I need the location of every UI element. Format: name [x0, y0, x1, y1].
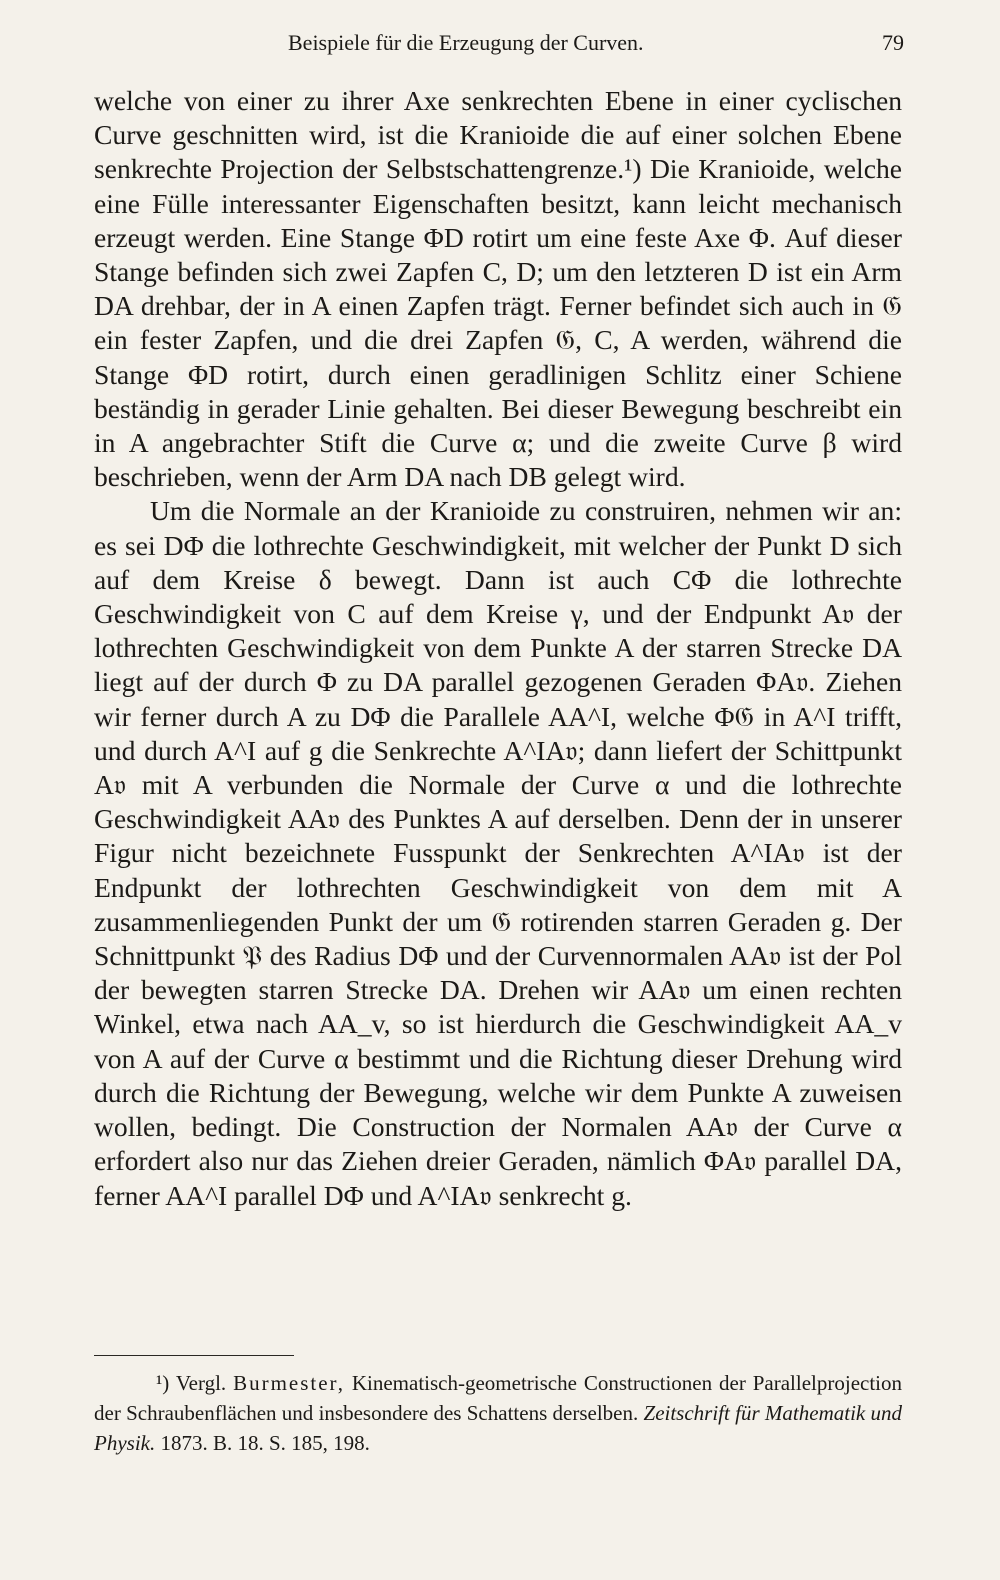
- paragraph-1: welche von einer zu ihrer Axe senkrechten Ebene in einer cyclischen Curve geschnitten wird, ist die Kranioide die auf einer solchen Ebene senkrechte Projection der Selbstschattengrenze.¹) Die Kranioide, welche eine Fülle interessanter Eigenschaften besitzt, kann leicht mechanisch erzeugt werden. Eine Stange ΦD rotirt um eine feste Axe Φ. Auf dieser Stange befinden sich zwei Zapfen C, D; um den letzteren D ist ein Arm DA drehbar, der in A einen Zapfen trägt. Ferner befindet sich auch in 𝔊 ein fester Zapfen, und die drei Zapfen 𝔊, C, A werden, während die Stange ΦD rotirt, durch einen geradlinigen Schlitz einer Schiene beständig in gerader Linie gehalten. Bei dieser Bewegung beschreibt ein in A angebrachter Stift die Curve α; und die zweite Curve β wird beschrieben, wenn der Arm DA nach DB gelegt wird.: [94, 85, 902, 493]
- footnote: [94, 1368, 902, 1458]
- footnote-prefix: Vergl.: [175, 1371, 227, 1395]
- running-title: Beispiele für die Erzeugung der Curven.: [288, 30, 644, 55]
- footnote-title: Kinematisch-geometrische Constructionen der Parallelprojection der Schraubenflächen und insbesondere des Schattens derselben.: [94, 1371, 902, 1425]
- running-header: [92, 30, 908, 62]
- footnote-citation: 1873. B. 18. S. 185, 198.: [160, 1431, 370, 1455]
- footnote-author: Burmester,: [233, 1371, 345, 1395]
- paragraph-2: Um die Normale an der Kranioide zu construiren, nehmen wir an: es sei DΦ die lothrechte Geschwindigkeit, mit welcher der Punkt D sich auf dem Kreise δ bewegt. Dann ist auch CΦ die lothrechte Geschwindigkeit von C auf dem Kreise γ, und der Endpunkt A𝔳 der lothrechten Geschwindigkeit von dem Punkte A der starren Strecke DA liegt auf der durch Φ zu DA parallel gezogenen Geraden ΦA𝔳. Ziehen wir ferner durch A zu DΦ die Parallele AA^I, welche Φ𝔊 in A^I trifft, und durch A^I auf g die Senkrechte A^IA𝔳; dann liefert der Schittpunkt A𝔳 mit A verbunden die Normale der Curve α und die lothrechte Geschwindigkeit AA𝔳 des Punktes A auf derselben. Denn der in unserer Figur nicht bezeichnete Fusspunkt der Senkrechten A^IA𝔳 ist der Endpunkt der lothrechten Geschwindigkeit von dem mit A zusammenliegenden Punkt der um 𝔊 rotirenden starren Geraden g. Der Schnittpunkt 𝔓 des Radius DΦ und der Curvennormalen AA𝔳 ist der Pol der bewegten starren Strecke DA. Drehen wir AA𝔳 um einen rechten Winkel, etwa nach AA_v, so ist hierdurch die Geschwindigkeit AA_v von A auf der Curve α bestimmt und die Richtung dieser Drehung wird durch die Richtung der Bewegung, welche wir dem Punkte A zuweisen wollen, bedingt. Die Construction der Normalen AA𝔳 der Curve α erfordert also nur das Ziehen dreier Geraden, nämlich ΦA𝔳 parallel DA, ferner AA^I parallel DΦ und A^IA𝔳 senkrecht g.: [94, 495, 902, 1211]
- footnote-journal: Zeitschrift für Mathematik und Physik.: [94, 1401, 902, 1455]
- page-number: 79: [882, 30, 904, 55]
- body-text: [94, 84, 902, 1213]
- footnote-marker: ¹): [156, 1371, 170, 1395]
- footnote-rule: [94, 1355, 294, 1356]
